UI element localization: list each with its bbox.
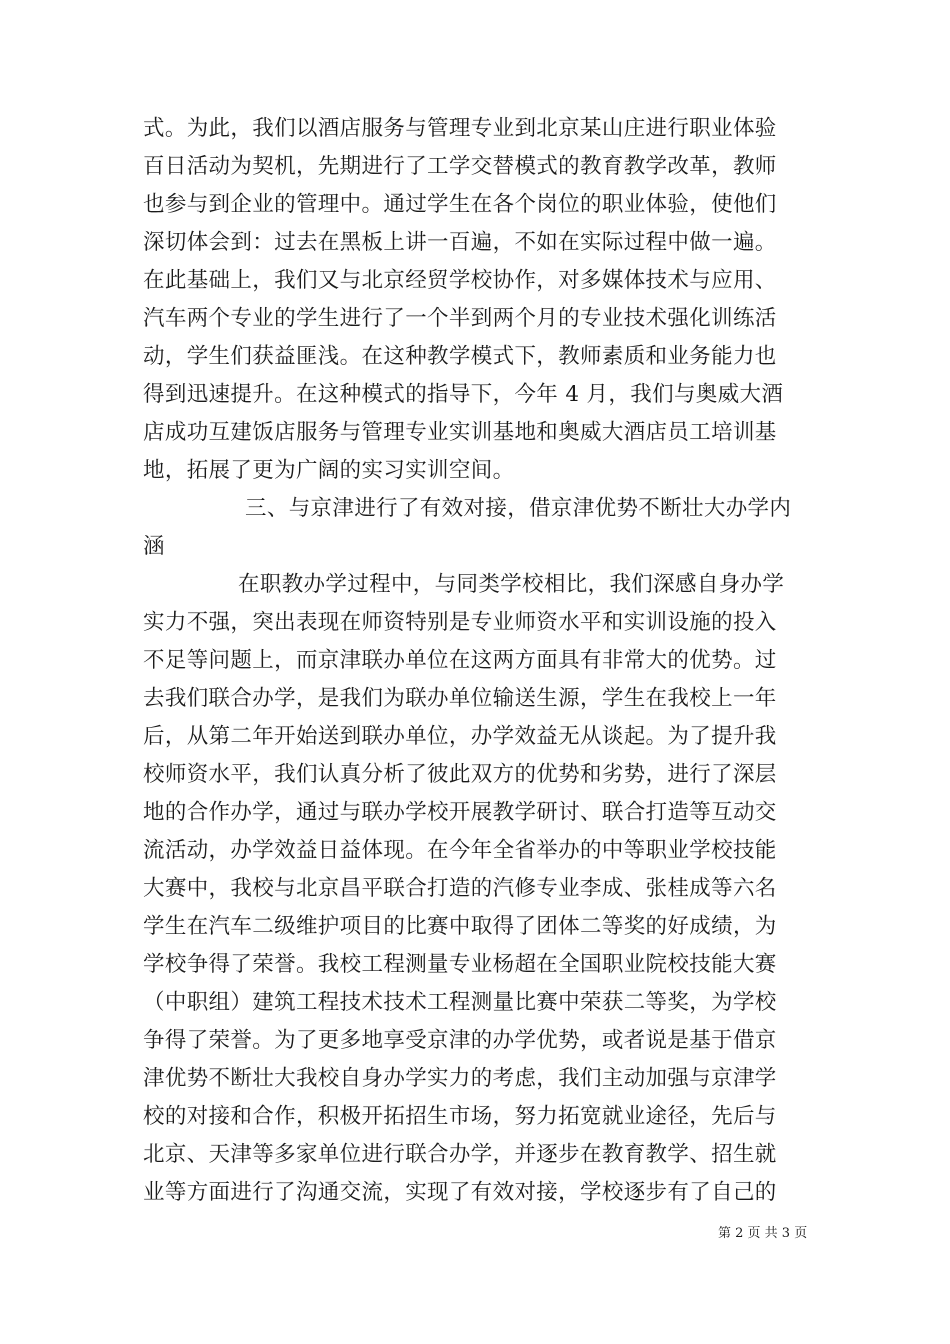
text-line: （中职组）建筑工程技术技术工程测量比赛中荣获二等奖，为学校 bbox=[143, 990, 777, 1015]
section-heading: 三、与京津进行了有效对接，借京津优势不断壮大办学内 bbox=[245, 496, 792, 521]
text-line: 业等方面进行了沟通交流，实现了有效对接，学校逐步有了自己的 bbox=[143, 1180, 777, 1205]
text-line: 汽车两个专业的学生进行了一个半到两个月的专业技术强化训练活 bbox=[143, 306, 777, 331]
text-line: 流活动，办学效益日益体现。在今年全省举办的中等职业学校技能 bbox=[143, 838, 777, 863]
text-line: 争得了荣誉。为了更多地享受京津的办学优势，或者说是基于借京 bbox=[143, 1028, 777, 1053]
text-line: 津优势不断壮大我校自身办学实力的考虑，我们主动加强与京津学 bbox=[143, 1066, 777, 1091]
page-number: 第 2 页 共 3 页 bbox=[718, 1226, 808, 1241]
text-line: 实力不强，突出表现在师资特别是专业师资水平和实训设施的投入 bbox=[143, 610, 777, 635]
text-line: 式。为此，我们以酒店服务与管理专业到北京某山庄进行职业体验 bbox=[143, 116, 777, 141]
text-line: 深切体会到：过去在黑板上讲一百遍，不如在实际过程中做一遍。 bbox=[143, 230, 777, 255]
text-line: 学校争得了荣誉。我校工程测量专业杨超在全国职业院校技能大赛 bbox=[143, 952, 777, 977]
text-line: 在此基础上，我们又与北京经贸学校协作，对多媒体技术与应用、 bbox=[143, 268, 777, 293]
text-line: 不足等问题上，而京津联办单位在这两方面具有非常大的优势。过 bbox=[143, 648, 777, 673]
text-line: 后，从第二年开始送到联办单位，办学效益无从谈起。为了提升我 bbox=[143, 724, 777, 749]
text-line: 百日活动为契机，先期进行了工学交替模式的教育教学改革，教师 bbox=[143, 154, 777, 179]
text-line: 北京、天津等多家单位进行联合办学，并逐步在教育教学、招生就 bbox=[143, 1142, 777, 1167]
text-line: 也参与到企业的管理中。通过学生在各个岗位的职业体验，使他们 bbox=[143, 192, 777, 217]
section-heading-continued: 涵 bbox=[143, 534, 165, 559]
text-line: 店成功互建饭店服务与管理专业实训基地和奥威大酒店员工培训基 bbox=[143, 420, 777, 445]
text-line: 地，拓展了更为广阔的实习实训空间。 bbox=[143, 458, 515, 483]
text-line: 去我们联合办学，是我们为联办单位输送生源，学生在我校上一年 bbox=[143, 686, 777, 711]
text-line: 校的对接和合作，积极开拓招生市场，努力拓宽就业途径，先后与 bbox=[143, 1104, 777, 1129]
text-line: 地的合作办学，通过与联办学校开展教学研讨、联合打造等互动交 bbox=[143, 800, 777, 825]
text-line: 动，学生们获益匪浅。在这种教学模式下，教师素质和业务能力也 bbox=[143, 344, 777, 369]
text-line: 在职教办学过程中，与同类学校相比，我们深感自身办学 bbox=[238, 572, 785, 597]
text-line: 学生在汽车二级维护项目的比赛中取得了团体二等奖的好成绩，为 bbox=[143, 914, 777, 939]
text-line: 校师资水平，我们认真分析了彼此双方的优势和劣势，进行了深层 bbox=[143, 762, 777, 787]
text-line: 得到迅速提升。在这种模式的指导下，今年 4 月，我们与奥威大酒 bbox=[143, 382, 784, 407]
text-line: 大赛中，我校与北京昌平联合打造的汽修专业李成、张桂成等六名 bbox=[143, 876, 777, 901]
